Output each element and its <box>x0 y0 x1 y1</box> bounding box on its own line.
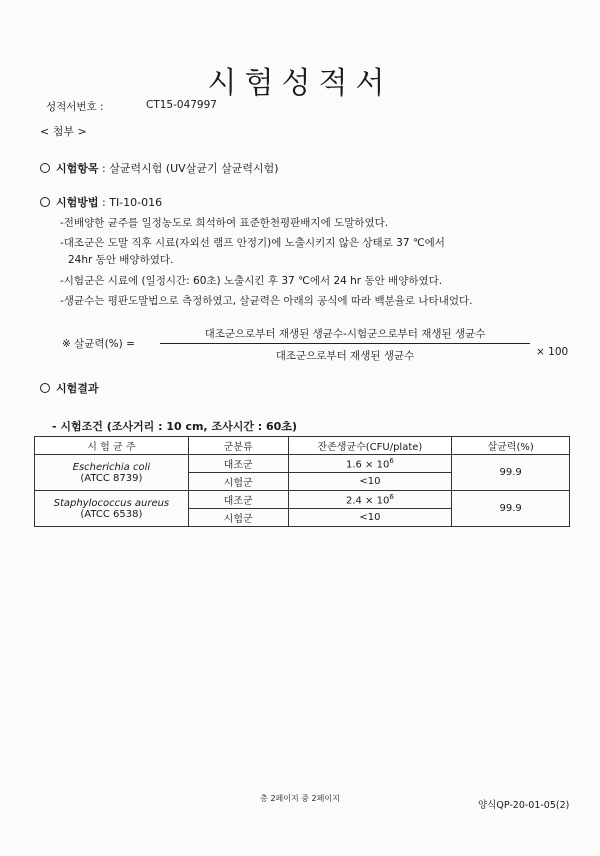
table-row <box>35 455 570 473</box>
test-method-label: 시험방법 <box>56 196 99 209</box>
strain-name: Escherichia coli <box>72 461 151 473</box>
results-row <box>40 380 99 396</box>
document-title: 시험성적서 <box>207 66 393 101</box>
circle-bullet-icon <box>40 383 50 393</box>
method-line: -생균수는 평판도말법으로 측정하였고, 살균력은 아래의 공식에 따라 백분율로 나타내었다. <box>60 295 473 307</box>
page-footer: 총 2페이지 중 2페이지 <box>260 794 340 803</box>
method-line: -전배양한 균주를 일정농도로 희석하여 표준한천평판배지에 도말하였다. <box>60 217 389 229</box>
header-strain: 시 험 균 주 <box>35 437 189 455</box>
formula-multiplier: × 100 <box>536 346 569 358</box>
count-cell: <10 <box>288 473 452 491</box>
header-efficacy: 살균력(%) <box>452 437 570 455</box>
method-line: 24hr 동안 배양하였다. <box>68 254 174 266</box>
strain-atcc: (ATCC 8739) <box>80 472 143 484</box>
header-count: 잔존생균수(CFU/plate) <box>288 437 452 455</box>
table-row <box>35 491 570 509</box>
test-conditions: - 시험조건 (조사거리 : 10 cm, 조사시간 : 60초) <box>52 420 297 433</box>
test-method-value: : TI-10-016 <box>102 196 163 209</box>
method-line: -대조군은 도말 직후 시료(자외선 램프 안정기)에 노출시키지 않은 상태로 37 ℃에서 <box>60 237 445 249</box>
test-item-value: : 살균력시험 (UV살균기 살균력시험) <box>102 162 279 175</box>
group-cell: 시험군 <box>188 509 288 527</box>
header-group: 군분류 <box>188 437 288 455</box>
test-item-row <box>40 160 279 176</box>
strain-name: Staphylococcus aureus <box>53 497 170 509</box>
count-cell: $2.4 \times 10^6$ <box>288 491 452 509</box>
method-line: -시험군은 시료에 (일정시간: 60초) 노출시킨 후 37 ℃에서 24 hr 동안 배양하였다. <box>60 275 443 287</box>
test-method-row <box>40 194 162 210</box>
efficacy-cell: 99.9 <box>452 455 570 491</box>
attachment-label: < 첨부 > <box>40 125 87 138</box>
table-header-row <box>35 437 570 455</box>
group-cell: 대조군 <box>188 491 288 509</box>
results-table <box>34 436 570 527</box>
group-cell: 대조군 <box>188 455 288 473</box>
circle-bullet-icon <box>40 163 50 173</box>
group-cell: 시험군 <box>188 473 288 491</box>
fraction-bar <box>160 343 530 344</box>
formula-numerator: 대조군으로부터 재생된 생균수-시험군으로부터 재생된 생균수 <box>204 328 486 340</box>
report-number-label: 성적서번호 : <box>46 101 104 113</box>
strain-cell <box>35 455 189 491</box>
test-item-label: 시험항목 <box>56 162 99 175</box>
formula-label: ※ 살균력(%) = <box>62 338 135 350</box>
form-number: 양식QP-20-01-05(2) <box>478 800 570 811</box>
count-cell: $1.6 \times 10^6$ <box>288 455 452 473</box>
report-number-value: CT15-047997 <box>146 99 217 111</box>
strain-cell <box>35 491 189 527</box>
circle-bullet-icon <box>40 197 50 207</box>
count-cell: <10 <box>288 509 452 527</box>
efficacy-cell: 99.9 <box>452 491 570 527</box>
strain-atcc: (ATCC 6538) <box>80 508 143 520</box>
results-label: 시험결과 <box>56 382 99 395</box>
formula-denominator: 대조군으로부터 재생된 생균수 <box>275 350 415 362</box>
